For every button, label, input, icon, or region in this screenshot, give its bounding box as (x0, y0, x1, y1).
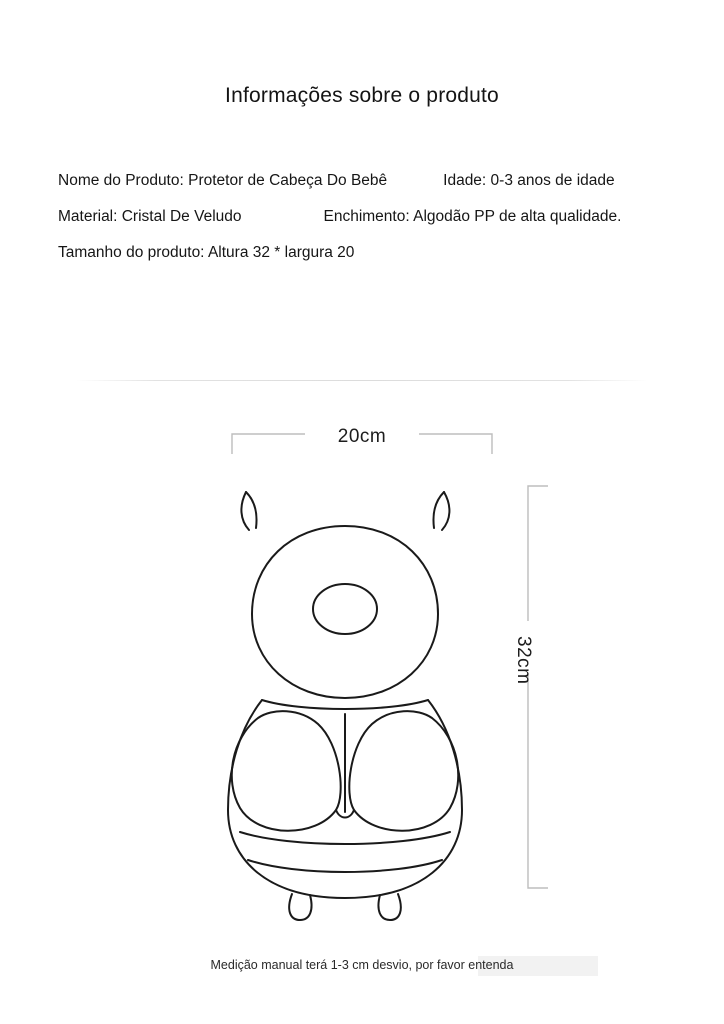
head-outline (252, 526, 438, 698)
spec-product-name: Nome do Produto: Protetor de Cabeça Do Bebê (58, 172, 388, 189)
spec-row (58, 244, 694, 262)
antenna-right-inner (433, 492, 444, 528)
spec-size: Tamanho do produto: Altura 32 * largura 20 (58, 244, 355, 261)
antenna-left-inner (246, 492, 257, 528)
body-stripe-1 (240, 832, 450, 844)
spec-filling: Enchimento: Algodão PP de alta qualidade. (323, 208, 622, 225)
foot-left (289, 894, 311, 920)
bee-figure-svg (0, 408, 724, 938)
section-divider (76, 380, 648, 381)
measurement-note: Medição manual terá 1-3 cm desvio, por favor entenda (210, 958, 514, 972)
product-spec-list (58, 172, 694, 280)
body-stripe-2 (248, 860, 442, 872)
height-dimension-label: 32cm (513, 636, 534, 685)
page-title: Informações sobre o produto (225, 84, 499, 107)
spec-age: Idade: 0-3 anos de idade (443, 172, 615, 189)
spec-material: Material: Cristal De Veludo (58, 208, 242, 225)
body-top-line (262, 700, 428, 709)
antenna-left (241, 492, 249, 530)
foot-right (378, 894, 400, 920)
height-bracket-bottom (528, 673, 548, 888)
product-dimension-diagram (0, 408, 724, 938)
height-bracket-top (528, 486, 548, 621)
head-hole (313, 584, 377, 634)
wing-right (349, 711, 458, 831)
wing-left (232, 711, 341, 831)
spec-row (58, 172, 694, 190)
antenna-right (442, 492, 449, 530)
width-dimension-label: 20cm (337, 426, 387, 447)
spec-row (58, 208, 694, 226)
